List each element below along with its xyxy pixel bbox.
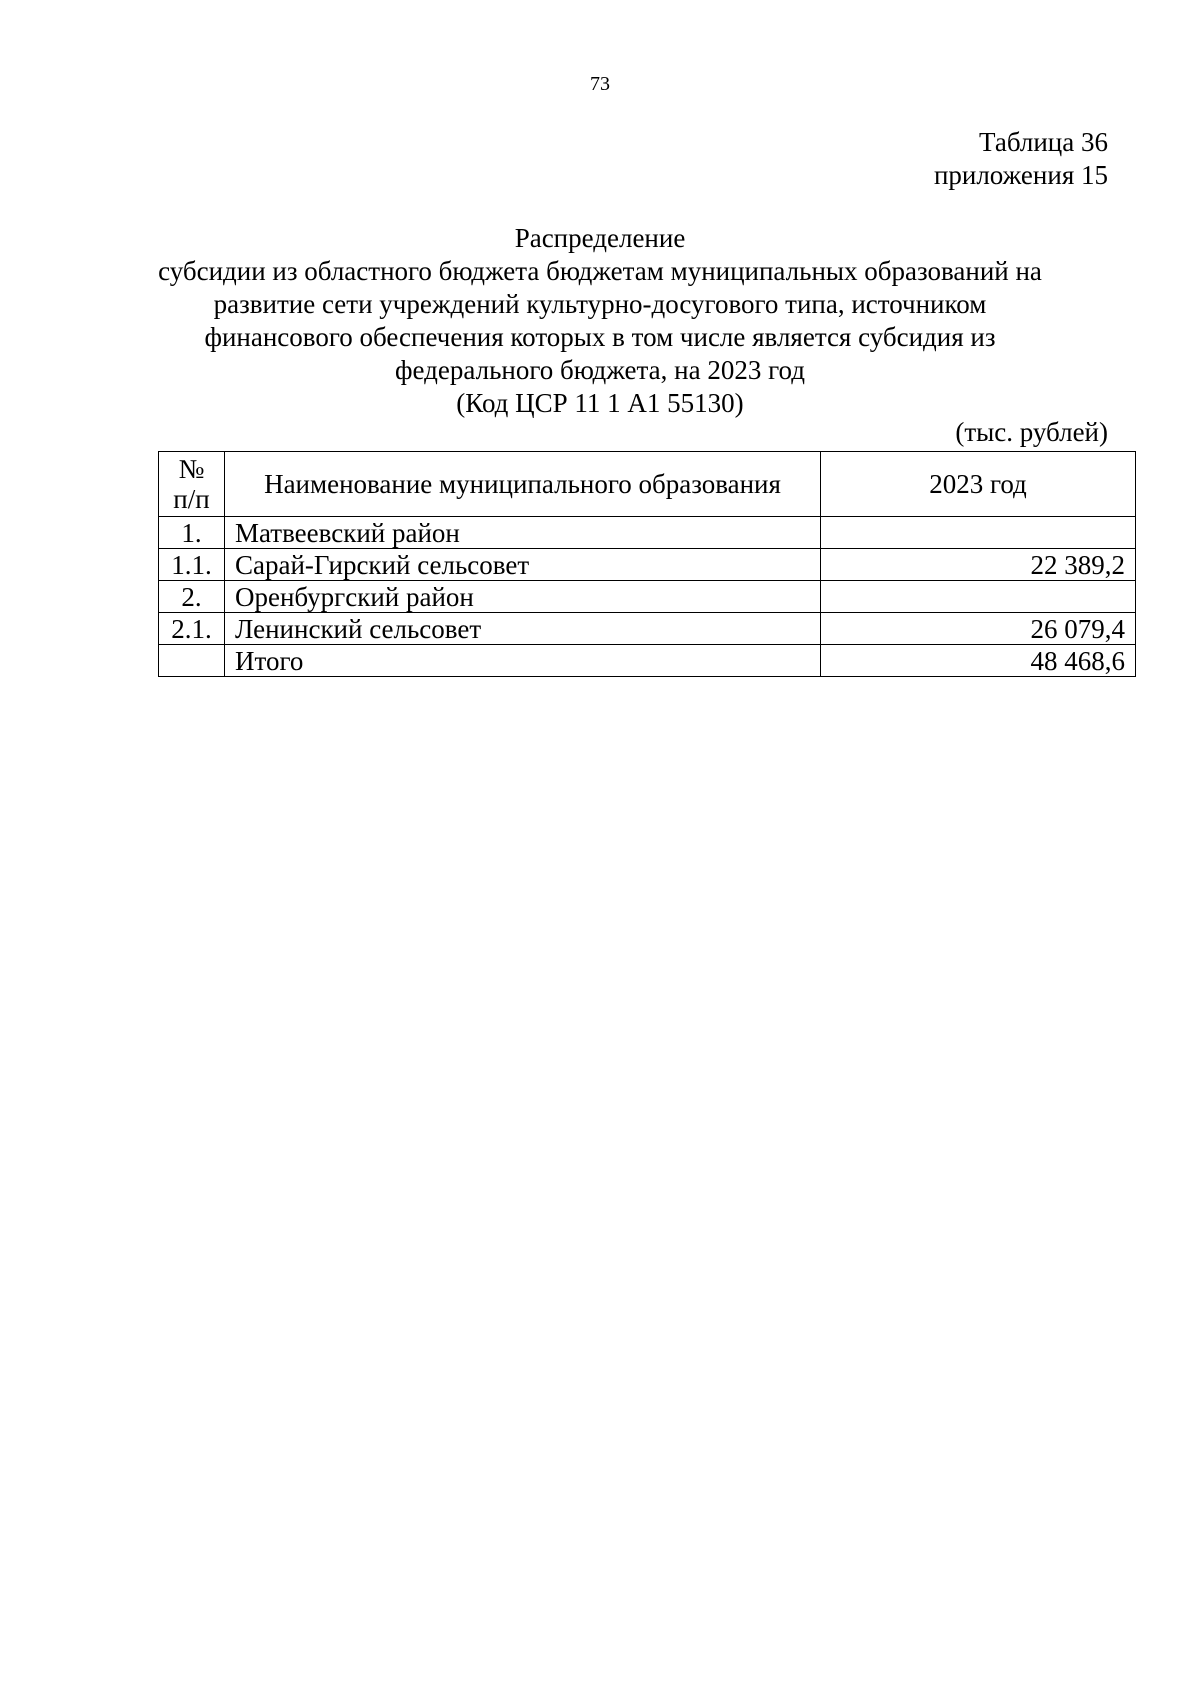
header-name: Наименование муниципального образования (225, 452, 821, 517)
row-number: 1.1. (159, 549, 225, 581)
row-value (821, 517, 1136, 549)
document-heading (150, 222, 1050, 420)
row-value: 22 389,2 (821, 549, 1136, 581)
table-row (159, 549, 1136, 581)
table-row (159, 581, 1136, 613)
header-number-line-1: № (178, 454, 205, 484)
table-row (159, 613, 1136, 645)
row-name: Итого (225, 645, 821, 677)
row-name: Сарай-Гирский сельсовет (225, 549, 821, 581)
header-year: 2023 год (821, 452, 1136, 517)
row-number: 1. (159, 517, 225, 549)
row-name: Оренбургский район (225, 581, 821, 613)
heading-line-5: (Код ЦСР 11 1 А1 55130) (456, 388, 744, 418)
row-name: Матвеевский район (225, 517, 821, 549)
heading-line-1: субсидии из областного бюджета бюджетам муниципальных образований на (158, 256, 1042, 286)
distribution-table (158, 451, 1136, 677)
table-reference (934, 126, 1108, 192)
row-value (821, 581, 1136, 613)
heading-line-3: финансового обеспечения которых в том числе является субсидия из (204, 322, 996, 352)
header-number-line-2: п/п (173, 484, 210, 514)
row-number: 2. (159, 581, 225, 613)
table-header-row (159, 452, 1136, 517)
row-value: 26 079,4 (821, 613, 1136, 645)
table-reference-line-2: приложения 15 (933, 160, 1108, 190)
units-label: (тыс. рублей) (955, 417, 1108, 447)
table-row (159, 517, 1136, 549)
heading-line-4: федерального бюджета, на 2023 год (395, 355, 805, 385)
row-value: 48 468,6 (821, 645, 1136, 677)
table-reference-line-1: Таблица 36 (979, 127, 1108, 157)
header-number (159, 452, 225, 517)
heading-line-2: развитие сети учреждений культурно-досугового типа, источником (213, 289, 987, 319)
row-number (159, 645, 225, 677)
heading-title: Распределение (514, 223, 686, 253)
table-total-row (159, 645, 1136, 677)
row-name: Ленинский сельсовет (225, 613, 821, 645)
row-number: 2.1. (159, 613, 225, 645)
page-number: 73 (590, 73, 610, 95)
